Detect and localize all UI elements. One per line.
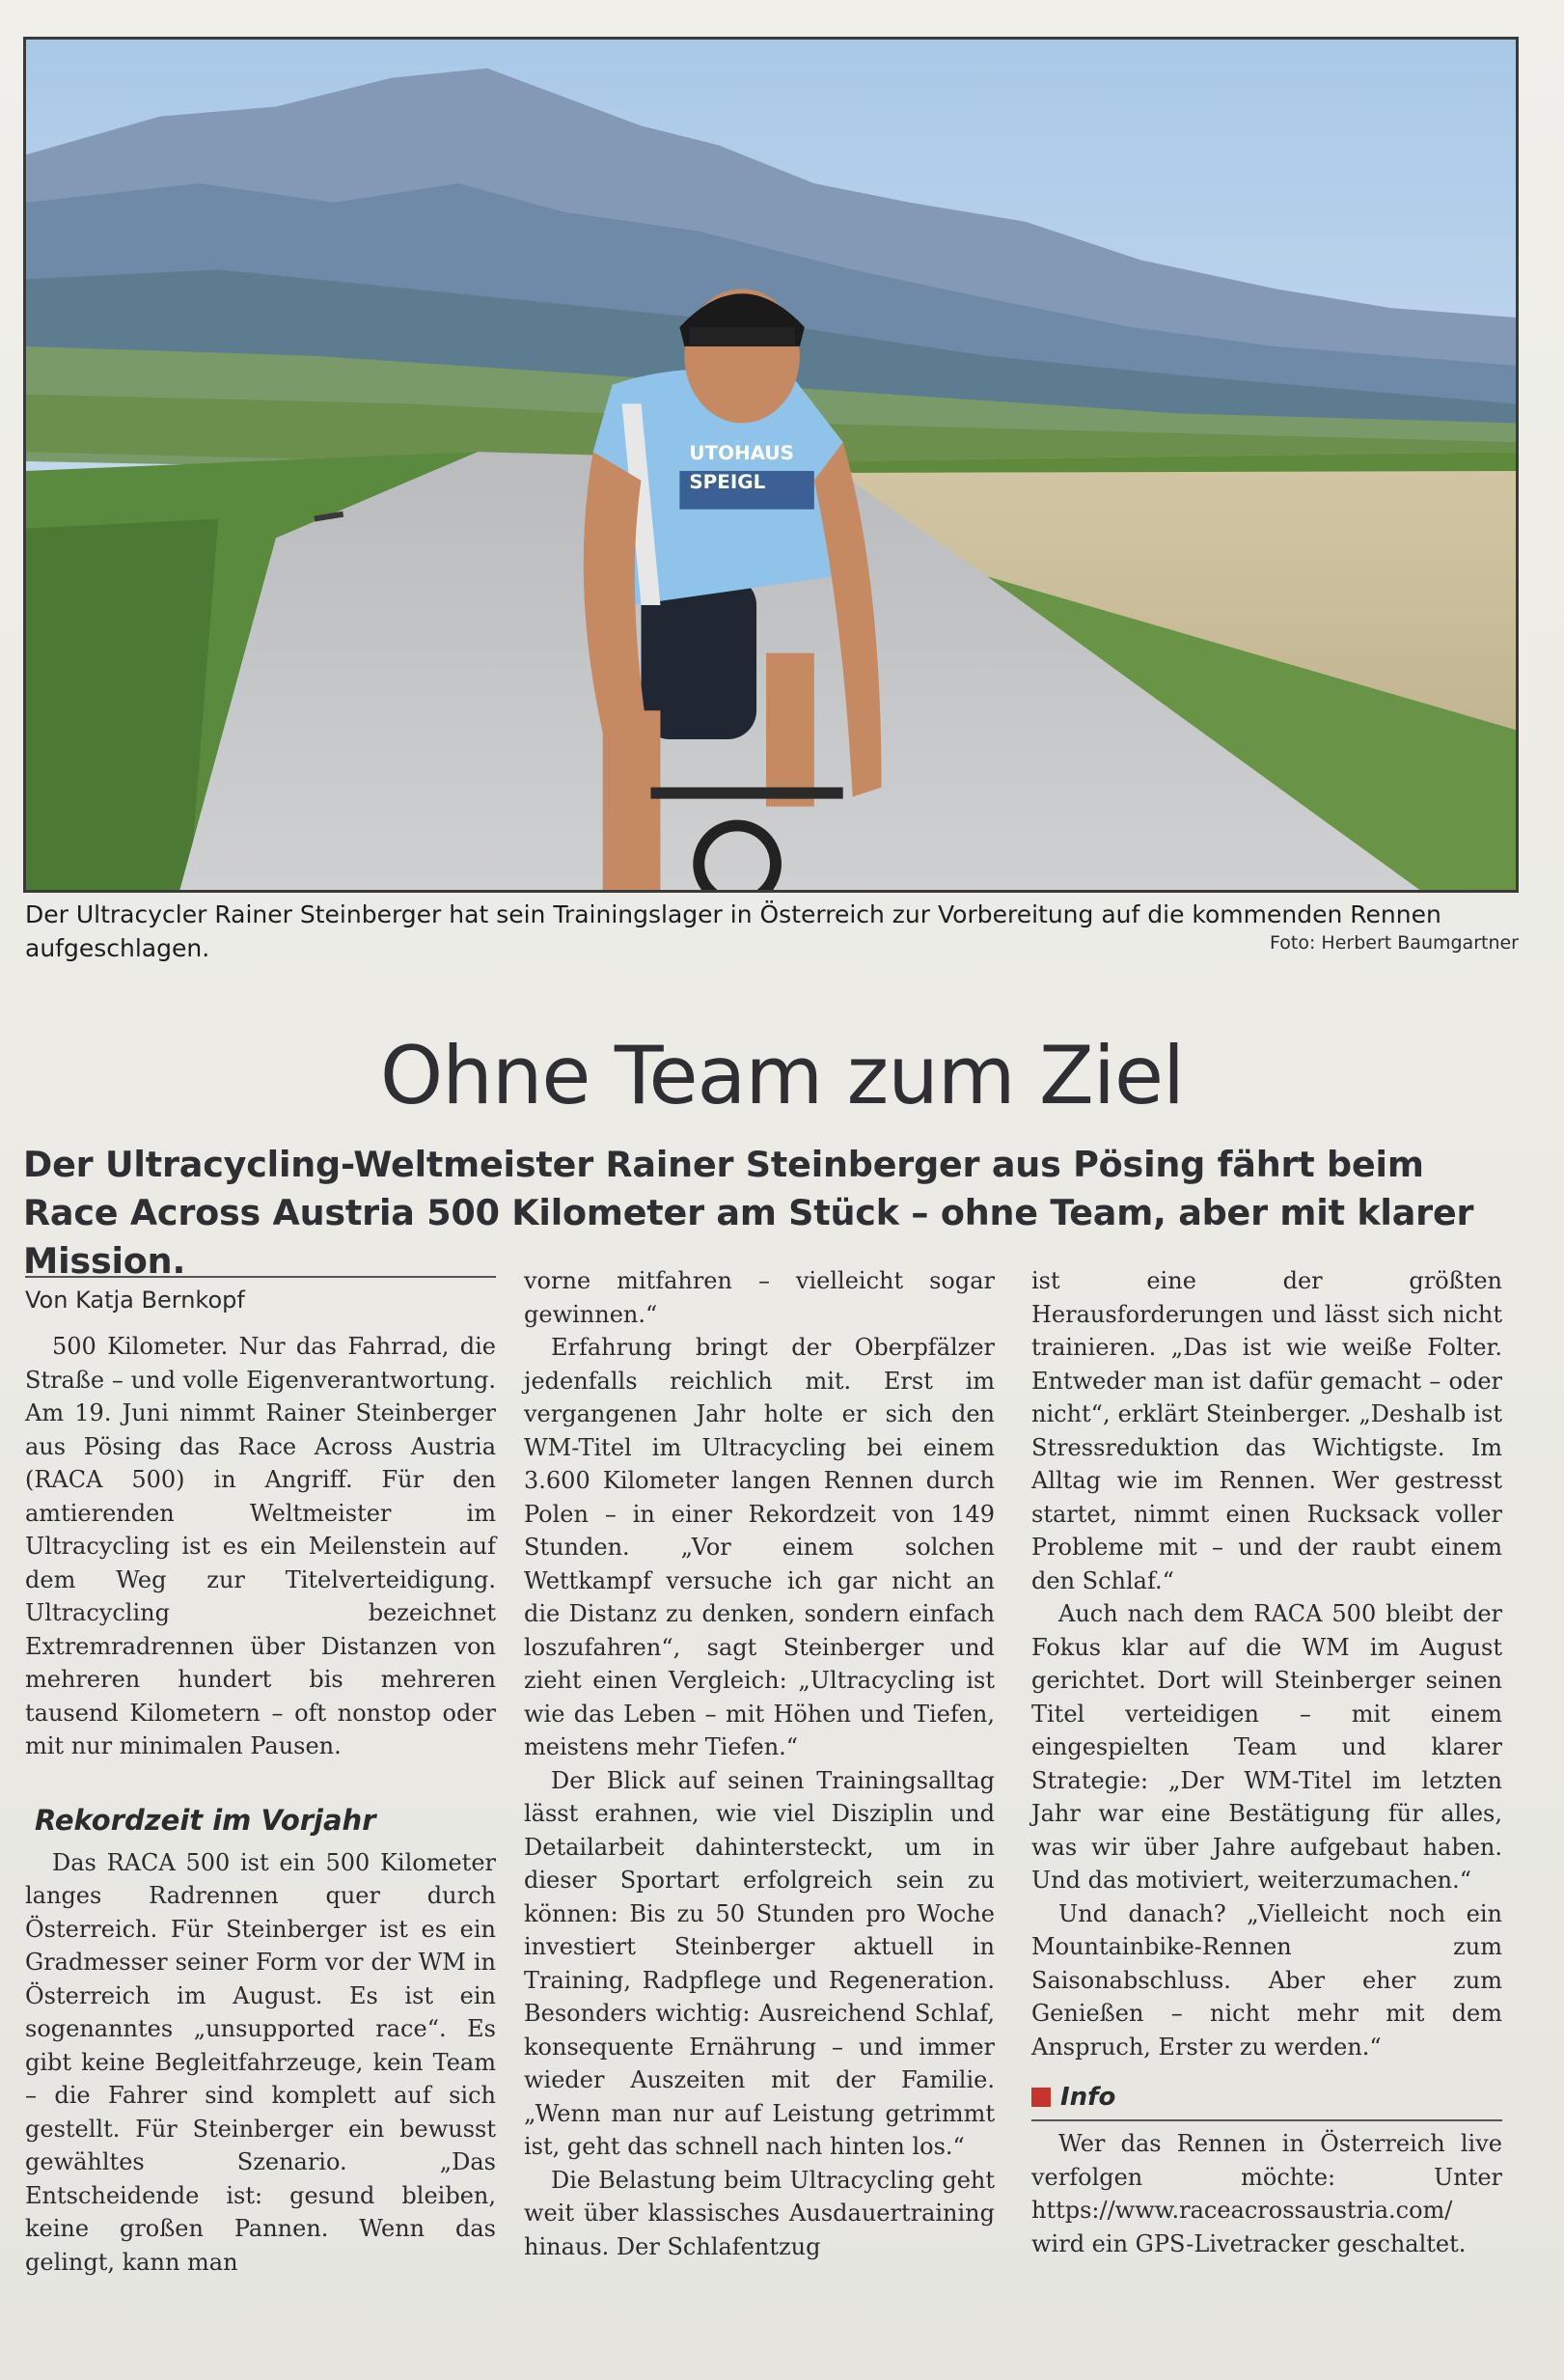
paragraph: Erfahrung bringt der Oberpfälzer jedenfalls reichlich mit. Erst im vergangenen Jahr holte er sich den WM-Titel im Ultracycling bei einem 3.600 Kilometer langen Rennen durch Polen – in einer Rekordzeit von 149 Stunden. „Vor einem solchen Wettkampf versuche ich gar nicht an die Distanz zu denken, sondern einfach loszufahren“, sagt Steinberger und zieht einen Vergleich: „Ultracycling ist wie das Leben – mit Höhen und Tiefen, meistens mehr Tiefen.“: [524, 1334, 995, 1760]
article-column-2: [524, 1264, 995, 2263]
jersey-text-2: SPEIGL: [689, 470, 766, 493]
paragraph: Das RACA 500 ist ein 500 Kilometer langes Radrennen quer durch Österreich. Für Steinberger ist es ein Gradmesser seiner Form vor der WM in Österreich im August. Es ist ein sogenanntes „unsupported race“. Es gibt keine Begleitfahrzeuge, kein Team – die Fahrer sind komplett auf sich gestellt. Für Steinberger ein bewusst gewähltes Szenario. „Das Entscheidende ist: gesund bleiben, keine großen Pannen. Wenn das gelingt, kann man: [25, 1848, 496, 2276]
paragraph: Und danach? „Vielleicht noch ein Mountainbike-Rennen zum Saisonabschluss. Aber eher zum Genießen – nicht mehr mit dem Anspruch, Erster zu werden.“: [1031, 1899, 1502, 2061]
subheading: Rekordzeit im Vorjahr: [35, 1803, 376, 1837]
article-deck: Der Ultracycling-Weltmeister Rainer Steinberger aus Pösing fährt beim Race Across Austria 500 Kilometer am Stück – ohne Team, aber mit klarer Mission.: [23, 1144, 1474, 1282]
cyclist-photo: [26, 40, 1516, 890]
article-column-3: [1031, 1264, 1502, 2260]
info-text: Wer das Rennen in Österreich live verfolgen möchte: Unter https://www.raceacrossaustria.com/ wird ein GPS-Livetracker geschaltet.: [1031, 2130, 1502, 2257]
paragraph: vorne mitfahren – vielleicht sogar gewinnen.“: [524, 1267, 995, 1328]
jersey-text-1: UTOHAUS: [689, 442, 794, 465]
byline: Von Katja Bernkopf: [25, 1276, 496, 1316]
article-headline: Ohne Team zum Ziel: [379, 1029, 1185, 1122]
article-photo: [23, 37, 1519, 893]
info-box-header: [1031, 2081, 1502, 2121]
paragraph: 500 Kilometer. Nur das Fahrrad, die Straße – und volle Eigenverantwortung. Am 19. Juni nimmt Rainer Steinberger aus Pösing das Race Across Austria (RACA 500) in Angriff. Für den amtierenden Weltmeister im Ultracycling ist es ein Meilenstein auf dem Weg zur Titelverteidigung. Ultracycling bezeichnet Extremradrennen über Distanzen von mehreren hundert bis mehreren tausend Kilometern – oft nonstop oder mit nur minimalen Pausen.: [25, 1333, 496, 1759]
photo-credit: Foto: Herbert Baumgartner: [1270, 932, 1519, 954]
article-column-1: [25, 1276, 496, 2279]
info-label: Info: [1060, 2083, 1116, 2112]
info-square-icon: [1031, 2088, 1051, 2107]
paragraph: ist eine der größten Herausforderungen und lässt sich nicht trainieren. „Das ist wie weiße Folter. Entweder man ist dafür gemacht – oder nicht“, erklärt Steinberger. „Deshalb ist Stressreduktion das Wichtigste. Im Alltag wie im Rennen. Wer gestresst startet, nimmt einen Rucksack voller Probleme mit – und der raubt einem den Schlaf.“: [1031, 1267, 1502, 1594]
paragraph: Der Blick auf seinen Trainingsalltag lässt erahnen, wie viel Disziplin und Detailarbeit dahintersteckt, um in dieser Sportart erfolgreich sein zu können: Bis zu 50 Stunden pro Woche investiert Steinberger aktuell in Training, Radpflege und Regeneration. Besonders wichtig: Ausreichend Schlaf, konsequente Ernährung – und immer wieder Auszeiten mit der Familie. „Wenn man nur auf Leistung getrimmt ist, geht das schnell nach hinten los.“: [524, 1766, 995, 2160]
paragraph: Die Belastung beim Ultracycling geht weit über klassisches Ausdauertraining hinaus. Der Schlafentzug: [524, 2166, 995, 2260]
paragraph: Auch nach dem RACA 500 bleibt der Fokus klar auf die WM im August gerichtet. Dort will Steinberger seinen Titel verteidigen – mit einem eingespielten Team und klarer Strategie: „Der WM-Titel im letzten Jahr war eine Bestätigung für alles, was wir über Jahre aufgebaut haben. Und das motiviert, weiterzumachen.“: [1031, 1600, 1502, 1894]
photo-caption: Der Ultracycler Rainer Steinberger hat sein Trainingslager in Österreich zur Vorbereitung auf die kommenden Rennen aufgeschlagen.: [25, 900, 1441, 962]
